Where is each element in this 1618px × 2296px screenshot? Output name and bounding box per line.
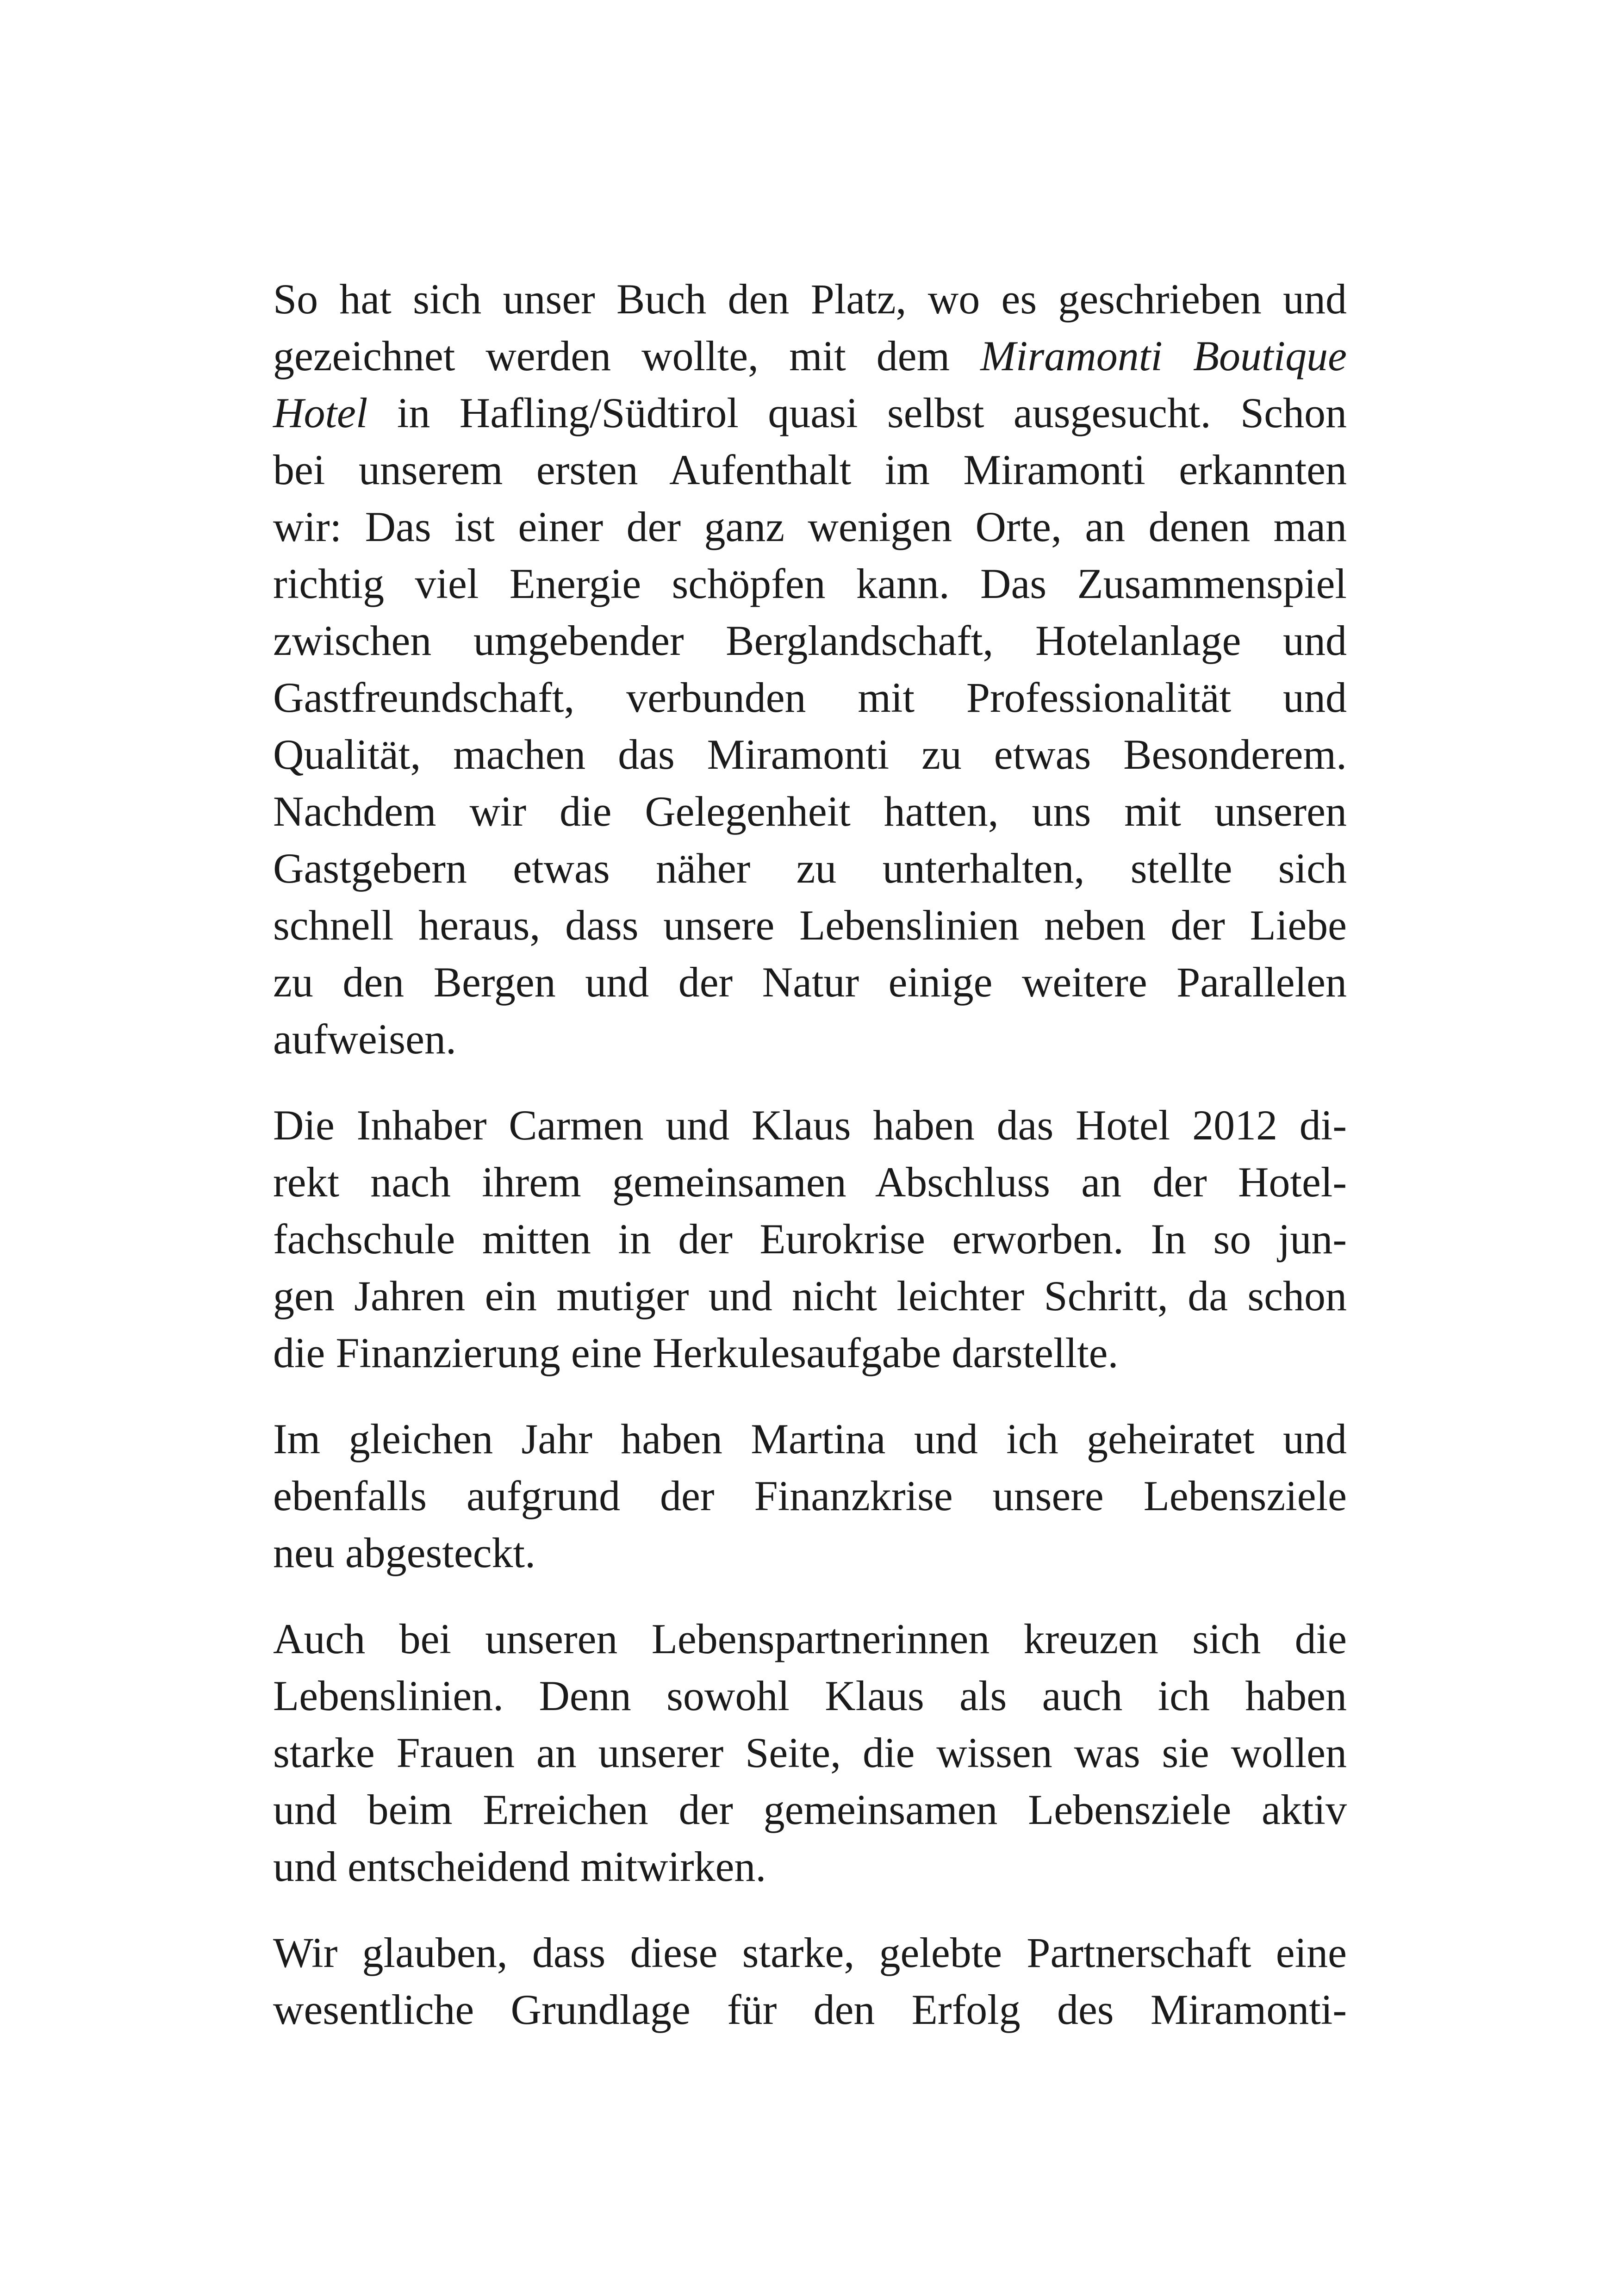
text-line: aufweisen. [273,1015,456,1063]
text-line: starke Frauen an unserer Seite, die wissen was sie wollen [273,1729,1347,1776]
text-line: neu abgesteckt. [273,1529,536,1576]
text-line: und entscheidend mitwirken. [273,1843,766,1890]
paragraph-4 [273,1611,1347,1895]
text-line: Qualität, machen das Miramonti zu etwas Besonderem. [273,731,1347,778]
paragraph-2 [273,1097,1347,1381]
body-text [273,271,1347,2067]
text-line: Nachdem wir die Gelegenheit hatten, uns mit unseren [273,788,1347,835]
text-line: wesentliche Grundlage für den Erfolg des Miramonti- [273,1986,1347,2033]
text-line: zu den Bergen und der Natur einige weitere Parallelen [273,958,1347,1006]
text-line: Auch bei unseren Lebenspartnerinnen kreuzen sich die [273,1615,1347,1662]
text-line: Im gleichen Jahr haben Martina und ich geheiratet und [273,1415,1347,1462]
text-line: Gastgebern etwas näher zu unterhalten, stellte sich [273,845,1347,892]
text-line: ebenfalls aufgrund der Finanzkrise unsere Lebensziele [273,1472,1347,1519]
paragraph-1 [273,271,1347,1068]
text-line: bei unserem ersten Aufenthalt im Miramonti erkannten [273,446,1347,493]
text-line: gen Jahren ein mutiger und nicht leichter Schritt, da schon [273,1272,1347,1319]
text-line: die Finanzierung eine Herkulesaufgabe darstellte. [273,1329,1119,1376]
text-line: zwischen umgebender Berglandschaft, Hotelanlage und [273,617,1347,664]
text-line: rekt nach ihrem gemeinsamen Abschluss an der Hotel- [273,1158,1347,1206]
text-line: Hotel in Hafling/Südtirol quasi selbst ausgesucht. Schon [273,389,1347,436]
text-line: So hat sich unser Buch den Platz, wo es geschrieben und [273,275,1347,323]
text-line: fachschule mitten in der Eurokrise erworben. In so jun- [273,1215,1347,1263]
text-line: Wir glauben, dass diese starke, gelebte Partnerschaft eine [273,1929,1347,1976]
paragraph-5 [273,1924,1347,2038]
text-line: Gastfreundschaft, verbunden mit Professionalität und [273,674,1347,721]
text-line: und beim Erreichen der gemeinsamen Lebensziele aktiv [273,1786,1347,1833]
text-line: wir: Das ist einer der ganz wenigen Orte, an denen man [273,503,1347,550]
text-line: gezeichnet werden wollte, mit dem Miramonti Boutique [273,332,1347,380]
text-line: Die Inhaber Carmen und Klaus haben das Hotel 2012 di- [273,1101,1347,1149]
text-line: schnell heraus, dass unsere Lebenslinien neben der Liebe [273,902,1347,949]
text-line: Lebenslinien. Denn sowohl Klaus als auch ich haben [273,1672,1347,1719]
text-line: richtig viel Energie schöpfen kann. Das Zusammenspiel [273,560,1347,607]
paragraph-3 [273,1411,1347,1581]
